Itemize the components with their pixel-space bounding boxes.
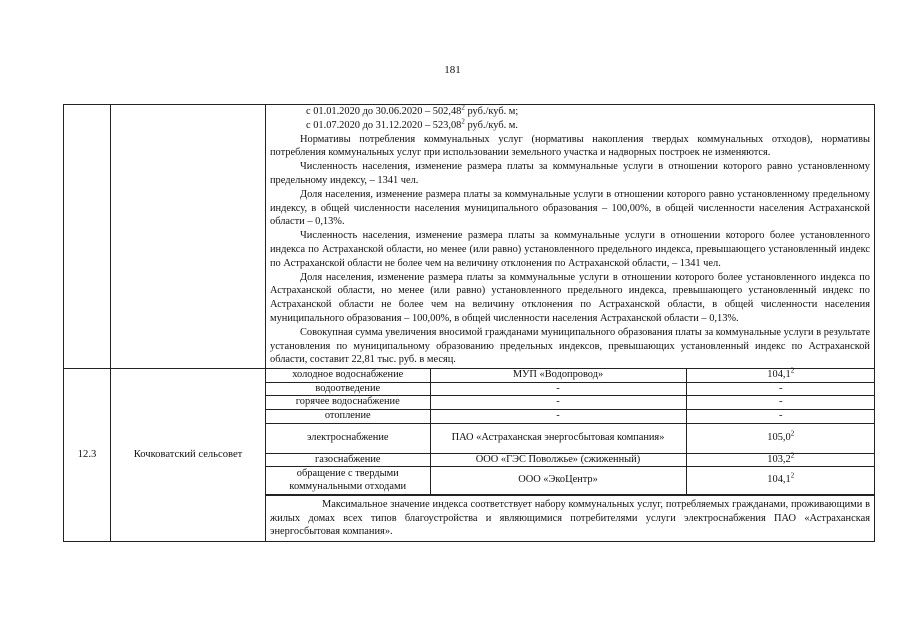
services-table [266,366,875,495]
service-index [686,453,875,467]
tariff-line-1-sup: 2 [461,103,465,112]
entry-detail-cell [266,366,875,542]
service-index-sup: 2 [790,429,795,438]
tariff-line-2 [270,119,870,133]
service-index-value: 105,0 [767,431,791,443]
service-name: горячее водоснабжение [266,396,430,410]
continuation-text-cell [266,105,875,369]
service-row [266,409,875,423]
service-row [266,369,875,382]
entry-name: Кочковатский сельсовет [111,369,266,542]
service-index [686,382,875,396]
service-index-value: 104,1 [767,369,791,381]
paragraph-norms: Нормативы потребления коммунальных услуг (нормативы накопления твердых коммунальных отходов), нормативы потребления коммунальных услуг при использовании земельного участка и надворных построек не изменяются. [270,133,870,159]
service-provider: - [430,409,686,423]
service-row [266,467,875,495]
paragraph-share-above: Доля населения, изменение размера платы за коммунальные услуги в отношении которого более установленного индекса по Астраханской области, но менее (или равно) установленного предельного индекса, превышающего установленный индекс по Астраханской области не более чем на величину отклонения по Астраханской области, в общей численности населения муниципального образования – 100,00%, в общей численности населения Астраханской области – 0,13%. [270,271,870,324]
service-provider: МУП «Водопровод» [430,369,686,382]
service-row [266,423,875,453]
continuation-text [266,105,874,368]
service-index-sup: 2 [790,471,795,480]
footnote-text: Максимальное значение индекса соответствует набору коммунальных услуг, потребляемых гражданами, проживающими в жилых домах всех типов благоустройства и являющимися потребителями услуги электроснабжения ПАО «Астраханская энергосбытовая компания». [270,499,870,538]
tariff-line-1 [270,105,870,119]
entry-row [64,369,875,542]
service-row [266,396,875,410]
service-provider: - [430,396,686,410]
services-body [266,366,875,494]
service-name: водоотведение [266,382,430,396]
tariff-line-1-unit: руб./куб. м; [464,106,519,117]
tariff-line-2-text: с 01.07.2020 до 31.12.2020 – 523,08 [306,119,462,131]
paragraph-population-above: Численность населения, изменение размера платы за коммунальные услуги в отношении которого более установленного индекса по Астраханской области, но менее (или равно) установленного предельного индекса, превышающего установленный индекс по Астраханской области не более чем на величину отклонения по Астраханской области, – 1341 чел. [270,230,870,269]
paragraph-population-equal: Численность населения, изменение размера платы за коммунальные услуги в отношении которого равно установленному предельному индексу, – 1341 чел. [270,161,870,186]
service-name: электроснабжение [266,423,430,453]
index-table [63,104,875,542]
service-index [686,423,875,453]
continuation-row [64,105,875,369]
service-index [686,467,875,495]
service-provider: ООО «ГЭС Поволжье» (сжиженный) [430,453,686,467]
service-name: газоснабжение [266,453,430,467]
service-name: отопление [266,409,430,423]
service-provider: ООО «ЭкоЦентр» [430,467,686,495]
service-row [266,382,875,396]
service-index-value: 104,1 [767,474,791,486]
page-number: 181 [444,64,461,76]
service-index [686,366,875,382]
paragraph-total-sum: Совокупная сумма увеличения вносимой гражданами муниципального образования платы за коммунальные услуги в результате установления по муниципальному образованию предельных индексов, превышающих установленный индекс по Астраханской области, составит 22,81 тыс. руб. в месяц. [270,326,870,366]
service-index-sup: 2 [790,451,795,460]
tariff-line-1-text: с 01.01.2020 до 30.06.2020 – 502,48 [306,106,462,117]
paragraph-share-equal: Доля населения, изменение размера платы за коммунальные услуги в отношении которого равно установленному предельному индексу, в общей численности населения муниципального образования – 100,00%, в общей численности населения Астраханской области – 0,13%. [270,188,870,228]
service-name: обращение с твердыми коммунальными отходами [266,467,430,495]
entry-number: 12.3 [64,369,111,542]
tariff-line-2-sup: 2 [461,117,465,126]
service-index-value: - [779,409,783,421]
service-provider: - [430,382,686,396]
service-index-value: - [779,382,783,394]
service-index [686,409,875,423]
service-provider: ПАО «Астраханская энергосбытовая компания» [430,423,686,453]
tariff-line-2-unit: руб./куб. м. [464,119,518,131]
footnote [266,495,874,541]
continuation-number-cell [64,105,111,369]
continuation-name-cell [111,105,266,369]
service-name: холодное водоснабжение [266,369,430,382]
service-index [686,396,875,410]
service-index-sup: 2 [790,366,795,375]
service-row [266,453,875,467]
service-index-value: 103,2 [767,453,791,465]
service-index-value: - [779,396,783,408]
